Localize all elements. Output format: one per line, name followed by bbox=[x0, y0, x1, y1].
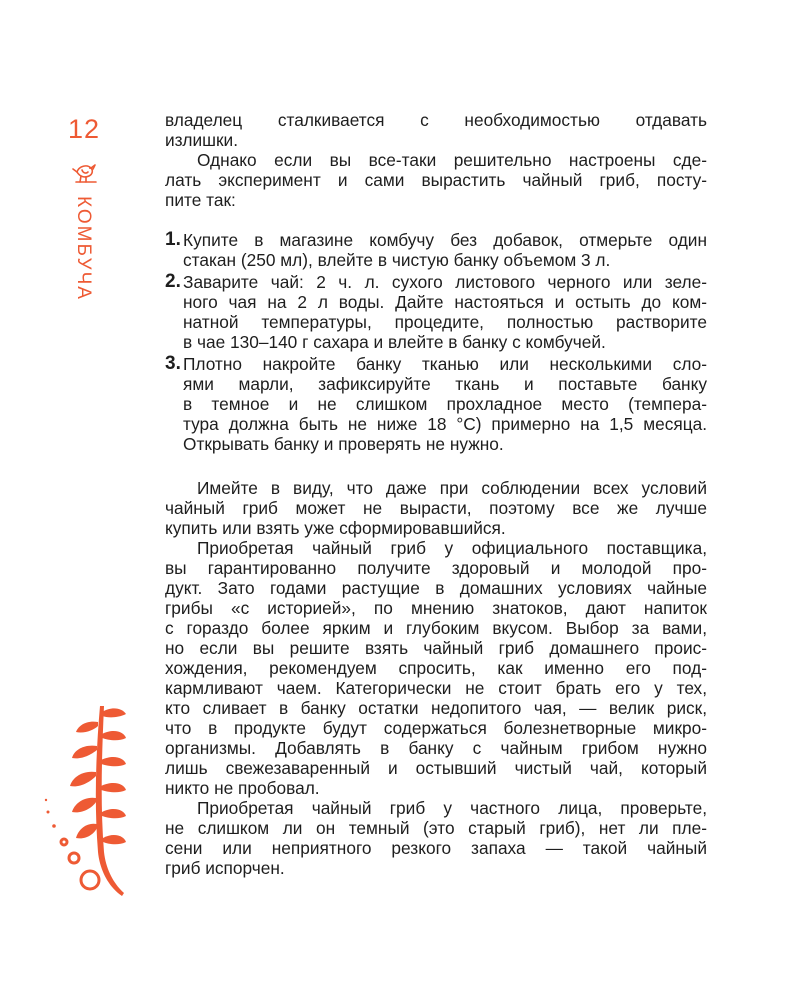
text-line: владелец сталкивается с необходимостью отдавать bbox=[165, 110, 707, 130]
step-number: 3. bbox=[165, 353, 181, 374]
text-line: в темное и не слишком прохладное место (темпера- bbox=[183, 394, 707, 414]
text-line: хождения, рекомендуем спросить, как именно его под- bbox=[165, 658, 707, 678]
text-line: тура должна быть не ниже 18 °C) примерно на 1,5 месяца. bbox=[183, 414, 707, 434]
running-head: КОМБУЧА bbox=[73, 196, 94, 301]
text-line: излишки. bbox=[165, 130, 238, 150]
intro-paragraph bbox=[165, 110, 707, 150]
text-line: Открывать банку и проверять не нужно. bbox=[183, 434, 504, 454]
text-line: сени или неприятного резкого запаха — такой чайный bbox=[165, 838, 707, 858]
text-line: вы гарантированно получите здоровый и молодой про- bbox=[165, 558, 707, 578]
text-line: Купите в магазине комбучу без добавок, отмерьте один bbox=[183, 230, 707, 250]
text-line: чайный гриб может не вырасти, поэтому все же лучше bbox=[165, 498, 707, 518]
step-number: 2. bbox=[165, 271, 181, 292]
text-line: ного чая на 2 л воды. Дайте настояться и остыть до ком- bbox=[183, 292, 707, 312]
text-line: кармливают чаем. Категорически не стоит брать его у тех, bbox=[165, 678, 707, 698]
text-line: организмы. Добавлять в банку с чайным грибом нужно bbox=[165, 738, 707, 758]
step-item bbox=[165, 230, 707, 270]
text-line: гриб испорчен. bbox=[165, 858, 285, 878]
text-line: Плотно накройте банку тканью или несколькими сло- bbox=[183, 354, 707, 374]
text-line: грибы «с историей», по мнению знатоков, дают напиток bbox=[165, 598, 707, 618]
paragraph-1 bbox=[165, 150, 707, 210]
step-number: 1. bbox=[165, 229, 181, 250]
text-line: Однако если вы все-таки решительно настроены сде- bbox=[197, 150, 707, 170]
paragraph-2 bbox=[165, 478, 707, 538]
text-line: в чае 130–140 г сахара и влейте в банку с комбучей. bbox=[183, 332, 606, 352]
paragraph-3 bbox=[165, 538, 707, 798]
text-line: лишь свежезаваренный и остывший чистый чай, который bbox=[165, 758, 707, 778]
step-item bbox=[165, 354, 707, 454]
text-line: дукт. Зато годами растущие в домашних условиях чайные bbox=[165, 578, 707, 598]
text-line: пите так: bbox=[165, 190, 236, 210]
text-line: никто не пробовал. bbox=[165, 778, 320, 798]
bird-icon bbox=[71, 156, 101, 186]
text-line: стакан (250 мл), влейте в чистую банку объемом 3 л. bbox=[183, 250, 611, 270]
text-line: лать эксперимент и сами вырастить чайный гриб, посту- bbox=[165, 170, 707, 190]
paragraph-4 bbox=[165, 798, 707, 878]
steps-list bbox=[165, 230, 707, 454]
text-line: не слишком ли он темный (это старый гриб), нет ли пле- bbox=[165, 818, 707, 838]
page-number: 12 bbox=[68, 114, 101, 144]
text-line: натной температуры, процедите, полностью растворите bbox=[183, 312, 707, 332]
step-item bbox=[165, 272, 707, 352]
text-line: Приобретая чайный гриб у официального поставщика, bbox=[197, 538, 707, 558]
main-text bbox=[165, 110, 707, 878]
text-line: Имейте в виду, что даже при соблюдении всех условий bbox=[197, 478, 707, 498]
text-line: с гораздо более ярким и глубоким вкусом. Выбор за вами, bbox=[165, 618, 707, 638]
leaf-branch-icon bbox=[38, 702, 134, 898]
text-line: Заварите чай: 2 ч. л. сухого листового черного или зеле- bbox=[183, 272, 707, 292]
text-line: но если вы решите взять чайный гриб домашнего проис- bbox=[165, 638, 707, 658]
text-line: что в продукте будут содержаться болезнетворные микро- bbox=[165, 718, 707, 738]
text-line: кто сливает в банку остатки недопитого чая, — велик риск, bbox=[165, 698, 707, 718]
text-line: купить или взять уже сформировавшийся. bbox=[165, 518, 506, 538]
text-line: ями марли, зафиксируйте ткань и поставьте банку bbox=[183, 374, 707, 394]
text-line: Приобретая чайный гриб у частного лица, проверьте, bbox=[197, 798, 707, 818]
